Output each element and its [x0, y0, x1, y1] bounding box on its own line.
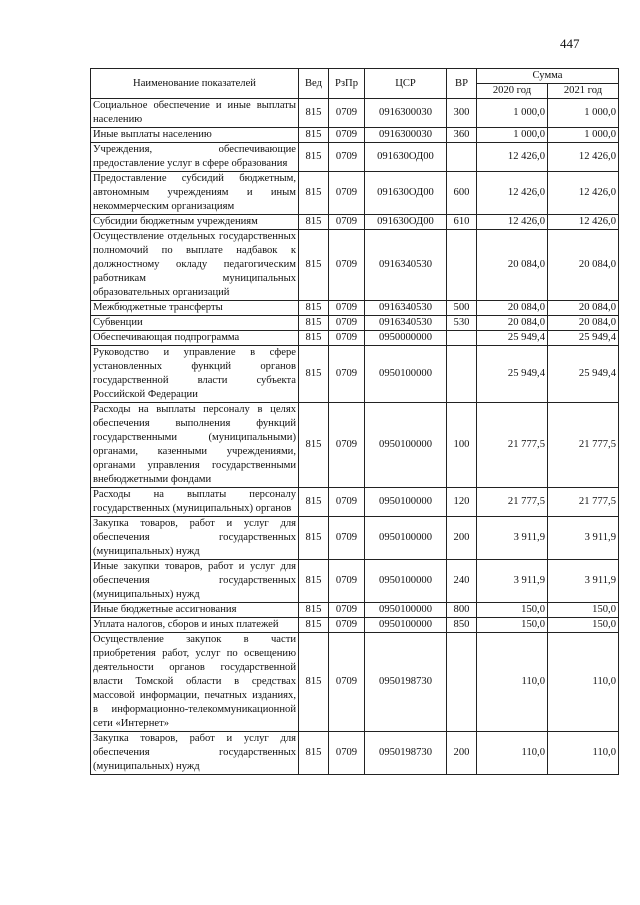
cell-vr: 120 — [447, 488, 477, 517]
cell-ved: 815 — [299, 633, 329, 732]
cell-ved: 815 — [299, 301, 329, 316]
cell-vr: 240 — [447, 560, 477, 603]
cell-sum-2021: 3 911,9 — [548, 517, 619, 560]
cell-csr: 0950000000 — [365, 331, 447, 346]
cell-sum-2020: 3 911,9 — [477, 560, 548, 603]
cell-sum-2020: 3 911,9 — [477, 517, 548, 560]
cell-sum-2020: 110,0 — [477, 732, 548, 775]
cell-ved: 815 — [299, 215, 329, 230]
cell-ved: 815 — [299, 732, 329, 775]
cell-vr: 300 — [447, 99, 477, 128]
cell-ved: 815 — [299, 488, 329, 517]
table-row — [91, 230, 619, 301]
cell-sum-2021: 110,0 — [548, 633, 619, 732]
cell-vr — [447, 633, 477, 732]
header-csr: ЦСР — [365, 69, 447, 99]
table-row — [91, 732, 619, 775]
cell-rzpr: 0709 — [329, 346, 365, 403]
cell-rzpr: 0709 — [329, 301, 365, 316]
cell-csr: 0950100000 — [365, 346, 447, 403]
table-row — [91, 172, 619, 215]
cell-rzpr: 0709 — [329, 215, 365, 230]
cell-ved: 815 — [299, 331, 329, 346]
cell-sum-2021: 3 911,9 — [548, 560, 619, 603]
cell-rzpr: 0709 — [329, 99, 365, 128]
cell-vr — [447, 346, 477, 403]
cell-sum-2021: 20 084,0 — [548, 316, 619, 331]
cell-sum-2021: 12 426,0 — [548, 215, 619, 230]
cell-vr — [447, 331, 477, 346]
cell-sum-2021: 12 426,0 — [548, 172, 619, 215]
cell-vr: 600 — [447, 172, 477, 215]
cell-rzpr: 0709 — [329, 316, 365, 331]
cell-sum-2020: 150,0 — [477, 618, 548, 633]
cell-sum-2021: 20 084,0 — [548, 230, 619, 301]
cell-sum-2020: 12 426,0 — [477, 215, 548, 230]
cell-vr: 610 — [447, 215, 477, 230]
cell-csr: 0950100000 — [365, 618, 447, 633]
cell-csr: 0916340530 — [365, 230, 447, 301]
cell-sum-2021: 21 777,5 — [548, 403, 619, 488]
cell-name: Расходы на выплаты персоналу в целях обеспечения выполнения функций государственными (муниципальными) органами, казенными учреждениями, органами управления государственными внебюджетными фондами — [91, 403, 299, 488]
cell-name: Социальное обеспечение и иные выплаты населению — [91, 99, 299, 128]
cell-ved: 815 — [299, 346, 329, 403]
cell-name: Закупка товаров, работ и услуг для обеспечения государственных (муниципальных) нужд — [91, 517, 299, 560]
table-row — [91, 316, 619, 331]
cell-name: Иные выплаты населению — [91, 128, 299, 143]
cell-rzpr: 0709 — [329, 618, 365, 633]
cell-ved: 815 — [299, 560, 329, 603]
cell-sum-2020: 12 426,0 — [477, 143, 548, 172]
cell-csr: 0950100000 — [365, 403, 447, 488]
cell-name: Учреждения, обеспечивающие предоставление услуг в сфере образования — [91, 143, 299, 172]
table-row — [91, 346, 619, 403]
cell-name: Иные закупки товаров, работ и услуг для обеспечения государственных (муниципальных) нужд — [91, 560, 299, 603]
cell-sum-2021: 110,0 — [548, 732, 619, 775]
cell-sum-2020: 25 949,4 — [477, 346, 548, 403]
cell-name: Иные бюджетные ассигнования — [91, 603, 299, 618]
cell-vr: 100 — [447, 403, 477, 488]
cell-rzpr: 0709 — [329, 560, 365, 603]
table-row — [91, 331, 619, 346]
header-sum: Сумма — [477, 69, 619, 84]
cell-name: Расходы на выплаты персоналу государственных (муниципальных) органов — [91, 488, 299, 517]
cell-sum-2021: 1 000,0 — [548, 128, 619, 143]
cell-ved: 815 — [299, 99, 329, 128]
cell-csr: 0950100000 — [365, 603, 447, 618]
header-name: Наименование показателей — [91, 69, 299, 99]
cell-name: Субсидии бюджетным учреждениям — [91, 215, 299, 230]
cell-rzpr: 0709 — [329, 732, 365, 775]
cell-ved: 815 — [299, 143, 329, 172]
cell-sum-2021: 150,0 — [548, 618, 619, 633]
cell-vr: 360 — [447, 128, 477, 143]
cell-ved: 815 — [299, 517, 329, 560]
cell-csr: 091630ОД00 — [365, 215, 447, 230]
cell-csr: 0916340530 — [365, 316, 447, 331]
cell-vr: 530 — [447, 316, 477, 331]
cell-vr: 200 — [447, 517, 477, 560]
cell-csr: 0950100000 — [365, 560, 447, 603]
header-vr: ВР — [447, 69, 477, 99]
header-rzpr: РзПр — [329, 69, 365, 99]
cell-sum-2020: 20 084,0 — [477, 301, 548, 316]
cell-sum-2021: 20 084,0 — [548, 301, 619, 316]
cell-name: Закупка товаров, работ и услуг для обеспечения государственных (муниципальных) нужд — [91, 732, 299, 775]
cell-sum-2021: 21 777,5 — [548, 488, 619, 517]
cell-csr: 0916340530 — [365, 301, 447, 316]
cell-vr — [447, 143, 477, 172]
table-row — [91, 143, 619, 172]
cell-name: Осуществление закупок в части приобретения работ, услуг по освещению деятельности органов государственной власти Томской области в средствах массовой информации, печатных изданиях, в информационно-телекоммуникационной сети «Интернет» — [91, 633, 299, 732]
cell-sum-2020: 150,0 — [477, 603, 548, 618]
cell-rzpr: 0709 — [329, 331, 365, 346]
cell-rzpr: 0709 — [329, 488, 365, 517]
table-header — [91, 69, 619, 99]
cell-rzpr: 0709 — [329, 403, 365, 488]
cell-ved: 815 — [299, 128, 329, 143]
cell-sum-2021: 25 949,4 — [548, 331, 619, 346]
cell-ved: 815 — [299, 618, 329, 633]
cell-ved: 815 — [299, 403, 329, 488]
cell-sum-2020: 25 949,4 — [477, 331, 548, 346]
table-row — [91, 403, 619, 488]
cell-csr: 091630ОД00 — [365, 143, 447, 172]
budget-table — [90, 68, 619, 775]
cell-name: Уплата налогов, сборов и иных платежей — [91, 618, 299, 633]
cell-sum-2021: 12 426,0 — [548, 143, 619, 172]
cell-csr: 0950100000 — [365, 488, 447, 517]
cell-sum-2020: 1 000,0 — [477, 99, 548, 128]
cell-csr: 091630ОД00 — [365, 172, 447, 215]
header-year-2021: 2021 год — [548, 84, 619, 99]
cell-vr: 500 — [447, 301, 477, 316]
cell-name: Межбюджетные трансферты — [91, 301, 299, 316]
table-row — [91, 603, 619, 618]
cell-rzpr: 0709 — [329, 517, 365, 560]
table-row — [91, 215, 619, 230]
table-row — [91, 99, 619, 128]
cell-name: Осуществление отдельных государственных полномочий по выплате надбавок к должностному окладу педагогическим работникам муниципальных образовательных организаций — [91, 230, 299, 301]
cell-sum-2020: 1 000,0 — [477, 128, 548, 143]
cell-vr — [447, 230, 477, 301]
table-row — [91, 301, 619, 316]
cell-csr: 0950100000 — [365, 517, 447, 560]
cell-name: Обеспечивающая подпрограмма — [91, 331, 299, 346]
cell-ved: 815 — [299, 172, 329, 215]
cell-ved: 815 — [299, 316, 329, 331]
table-row — [91, 488, 619, 517]
cell-name: Руководство и управление в сфере установленных функций органов государственной власти субъекта Российской Федерации — [91, 346, 299, 403]
cell-ved: 815 — [299, 603, 329, 618]
cell-rzpr: 0709 — [329, 172, 365, 215]
header-year-2020: 2020 год — [477, 84, 548, 99]
cell-sum-2020: 21 777,5 — [477, 403, 548, 488]
cell-ved: 815 — [299, 230, 329, 301]
cell-rzpr: 0709 — [329, 603, 365, 618]
cell-csr: 0950198730 — [365, 732, 447, 775]
cell-sum-2021: 150,0 — [548, 603, 619, 618]
table-row — [91, 560, 619, 603]
cell-vr: 800 — [447, 603, 477, 618]
table-row — [91, 517, 619, 560]
table-row — [91, 128, 619, 143]
table-body — [91, 99, 619, 775]
cell-csr: 0916300030 — [365, 128, 447, 143]
cell-rzpr: 0709 — [329, 633, 365, 732]
cell-sum-2020: 12 426,0 — [477, 172, 548, 215]
cell-csr: 0916300030 — [365, 99, 447, 128]
cell-rzpr: 0709 — [329, 128, 365, 143]
cell-sum-2020: 21 777,5 — [477, 488, 548, 517]
cell-csr: 0950198730 — [365, 633, 447, 732]
cell-sum-2020: 20 084,0 — [477, 230, 548, 301]
cell-sum-2021: 25 949,4 — [548, 346, 619, 403]
cell-sum-2020: 110,0 — [477, 633, 548, 732]
cell-name: Предоставление субсидий бюджетным, автономным учреждениям и иным некоммерческим организациям — [91, 172, 299, 215]
cell-vr: 200 — [447, 732, 477, 775]
cell-vr: 850 — [447, 618, 477, 633]
cell-name: Субвенции — [91, 316, 299, 331]
cell-rzpr: 0709 — [329, 143, 365, 172]
cell-sum-2021: 1 000,0 — [548, 99, 619, 128]
table-row — [91, 633, 619, 732]
cell-sum-2020: 20 084,0 — [477, 316, 548, 331]
table-row — [91, 618, 619, 633]
cell-rzpr: 0709 — [329, 230, 365, 301]
header-ved: Вед — [299, 69, 329, 99]
page-number: 447 — [560, 36, 580, 51]
